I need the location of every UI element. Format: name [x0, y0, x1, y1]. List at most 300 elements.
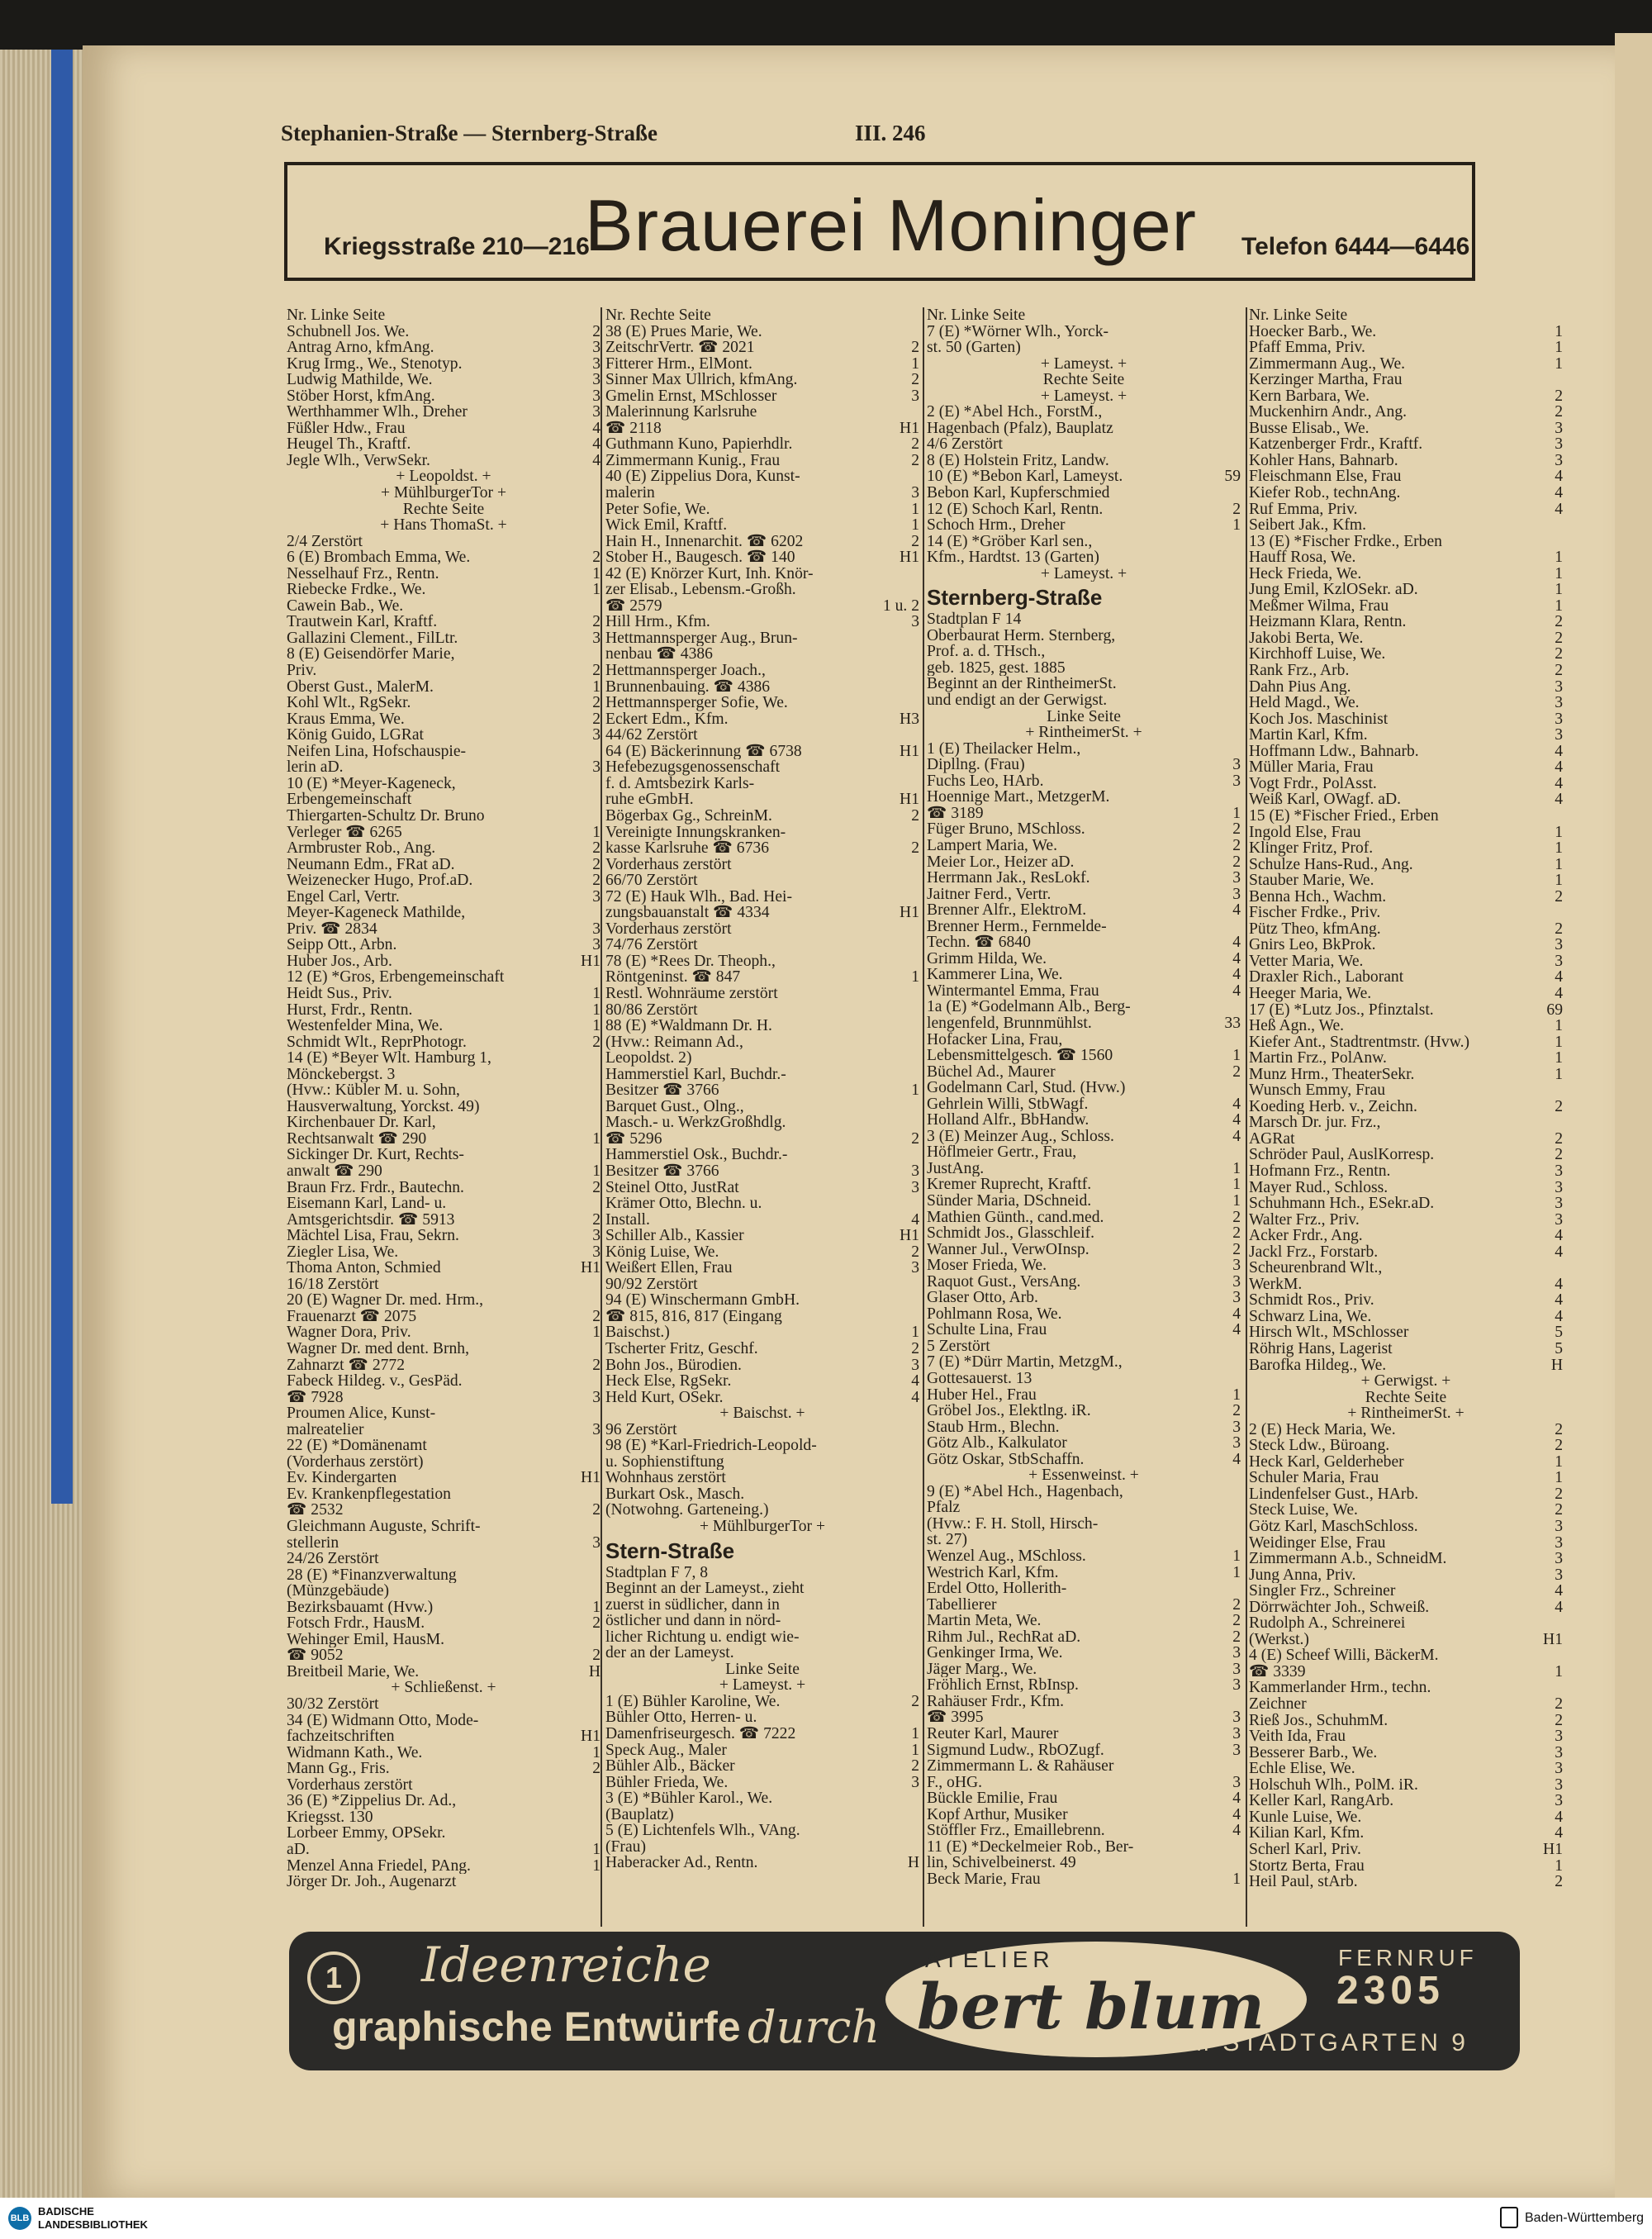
directory-entry: [927, 1742, 1241, 1759]
entry-text: Eisemann Karl, Land- u.: [287, 1196, 447, 1212]
entry-floor: 1: [1232, 1047, 1241, 1065]
entry-floor: 1: [592, 1840, 601, 1858]
entry-text: aD.: [287, 1841, 310, 1858]
directory-entry: [927, 1354, 1241, 1371]
entry-text: Nr. Linke Seite: [287, 307, 386, 324]
entry-floor: [1226, 1144, 1241, 1161]
ad-tagline: graphische Entwürfe: [332, 2004, 741, 2050]
entry-text: Jakobi Berta, We.: [1249, 630, 1364, 647]
directory-entry: [927, 628, 1241, 644]
entry-floor: [586, 1147, 601, 1163]
entry-floor: 4: [1555, 1598, 1563, 1616]
entry-floor: 4: [1555, 968, 1563, 986]
directory-entry: [287, 986, 601, 1002]
entry-floor: [1226, 436, 1241, 453]
entry-floor: [1548, 1082, 1563, 1099]
entry-floor: 2: [911, 1129, 919, 1148]
directory-entry: [927, 725, 1241, 741]
entry-text: Linke Seite: [725, 1661, 800, 1678]
entry-floor: 2: [1232, 1062, 1241, 1081]
entry-floor: 3: [592, 936, 601, 954]
directory-entry: [287, 1309, 601, 1325]
entry-floor: 1: [592, 1598, 601, 1616]
entry-text: + Lameyst. +: [1040, 387, 1127, 405]
entry-text: 78 (E) *Rees Dr. Theoph.,: [605, 953, 776, 970]
entry-text: Stauber Marie, We.: [1249, 872, 1374, 889]
entry-floor: [586, 1373, 601, 1390]
entry-floor: 2: [1232, 820, 1241, 839]
directory-entry: [287, 1615, 601, 1632]
directory-entry: [927, 887, 1241, 903]
entry-floor: H1: [581, 1469, 601, 1487]
directory-entry: [605, 1067, 919, 1083]
directory-entry: [927, 1484, 1241, 1500]
entry-text: 1 (E) Theilacker Helm.,: [927, 740, 1081, 758]
entry-text: Besitzer ☎ 3766: [605, 1162, 719, 1180]
entry-text: Wintermantel Emma, Frau: [927, 982, 1099, 1000]
directory-entry: [287, 1115, 601, 1131]
entry-text: 13 (E) *Fischer Frdke., Erben: [1249, 533, 1442, 550]
entry-text: Müller Maria, Frau: [1249, 759, 1374, 776]
entry-text: Mönckebergst. 3: [287, 1066, 396, 1083]
entry-text: Besitzer ☎ 3766: [605, 1082, 719, 1099]
entry-floor: 3: [1232, 1434, 1241, 1452]
entry-text: östlicher und dann in nörd-: [605, 1613, 781, 1629]
directory-entry: [287, 307, 601, 324]
entry-floor: [904, 663, 919, 679]
entry-text: 7 (E) *Dürr Martin, MetzgM.,: [927, 1354, 1123, 1371]
entry-text: 30/32 Zerstört: [287, 1696, 379, 1713]
entry-text: (Werkst.): [1249, 1631, 1309, 1648]
entry-floor: 3: [1555, 1518, 1563, 1536]
directory-entry: [605, 1341, 919, 1357]
directory-entry: [605, 1839, 919, 1856]
entry-floor: 2: [911, 435, 919, 454]
entry-text: Frauenarzt ☎ 2075: [287, 1308, 417, 1325]
directory-entry: [927, 1645, 1241, 1661]
entry-text: Godelmann Carl, Stud. (Hvw.): [927, 1080, 1126, 1096]
entry-text: ☎ 7928: [287, 1389, 344, 1406]
entry-floor: 4: [1555, 468, 1563, 486]
entry-text: Nr. Linke Seite: [927, 307, 1026, 324]
entry-text: Marsch Dr. jur. Frz.,: [1249, 1115, 1381, 1131]
entry-floor: 2: [1555, 1097, 1563, 1115]
entry-floor: 3: [592, 887, 601, 906]
entry-text: Staub Hrm., Blechn.: [927, 1419, 1060, 1436]
directory-entry: [927, 1709, 1241, 1726]
directory-entry: [1249, 889, 1563, 906]
directory-entry: [287, 1809, 601, 1826]
entry-text: (Notwohng. Garteneing.): [605, 1502, 769, 1519]
directory-entry: [287, 421, 601, 437]
entry-floor: 1: [1232, 1176, 1241, 1194]
directory-entry: [287, 1777, 601, 1794]
entry-floor: H1: [900, 1227, 919, 1245]
entry-floor: 3: [1555, 726, 1563, 744]
directory-entry: [605, 1823, 919, 1839]
entry-floor: 2: [592, 1614, 601, 1633]
entry-text: 40 (E) Zippelius Dora, Kunst-: [605, 468, 800, 486]
entry-floor: 1: [1232, 1563, 1241, 1581]
entry-floor: 1: [592, 1162, 601, 1180]
directory-entry: [927, 1435, 1241, 1452]
directory-entry: [605, 1276, 919, 1293]
entry-text: Wenzel Aug., MSchloss.: [927, 1548, 1086, 1565]
directory-entry: [605, 1131, 919, 1148]
directory-entry: [605, 969, 919, 986]
entry-floor: 1: [1232, 1386, 1241, 1404]
directory-entry: [927, 1225, 1241, 1242]
directory-entry: [287, 808, 601, 825]
entry-text: Schmidt Jos., Glasschleif.: [927, 1225, 1094, 1242]
directory-entry: [927, 870, 1241, 887]
street-heading: [927, 585, 1241, 610]
entry-text: Götz Karl, MaschSchloss.: [1249, 1519, 1418, 1535]
directory-entry: [1249, 1713, 1563, 1729]
entry-text: Hettmannsperger Sofie, We.: [605, 695, 788, 711]
directory-entry: [287, 1212, 601, 1229]
entry-floor: [586, 1567, 601, 1584]
entry-text: 64 (E) Bäckerinnung ☎ 6738: [605, 743, 802, 760]
directory-entry: [605, 614, 919, 630]
entry-floor: [586, 969, 601, 986]
entry-text: 7 (E) *Wörner Wlh., Yorck-: [927, 323, 1109, 340]
entry-text: Eckert Edm., Kfm.: [605, 711, 729, 728]
directory-entry: [1249, 1244, 1563, 1261]
directory-entry: [927, 1661, 1241, 1678]
directory-entry: [605, 1260, 919, 1276]
entry-text: Holland Alfr., BbHandw.: [927, 1112, 1089, 1129]
entry-floor: 4: [1232, 901, 1241, 920]
directory-entry: [605, 1486, 919, 1503]
directory-entry: [605, 307, 919, 324]
entry-text: Dahn Pius Ang.: [1249, 678, 1351, 696]
entry-floor: 2: [1555, 629, 1563, 647]
directory-entry: [287, 1874, 601, 1890]
entry-floor: 4: [592, 419, 601, 437]
directory-entry: [1249, 549, 1563, 566]
directory-entry: [1249, 1180, 1563, 1196]
entry-text: ☎ 5296: [605, 1130, 662, 1148]
directory-entry: [287, 937, 601, 953]
entry-floor: 4: [1555, 1227, 1563, 1245]
entry-text: Jäger Marg., We.: [927, 1661, 1037, 1678]
entry-floor: 2: [1232, 500, 1241, 518]
entry-floor: 3: [1555, 1195, 1563, 1213]
entry-text: Bühler Alb., Bäcker: [605, 1758, 735, 1775]
directory-entry: [605, 905, 919, 921]
entry-text: Kirchenbauer Dr. Karl,: [287, 1115, 436, 1131]
entry-text: Werthhammer Wlh., Dreher: [287, 404, 468, 421]
entry-text: Jegle Wlh., VerwSekr.: [287, 452, 430, 469]
entry-floor: [1226, 628, 1241, 644]
facing-page-edge: [1615, 33, 1652, 2198]
entry-floor: [904, 1292, 919, 1309]
entry-text: Hammerstiel Osk., Buchdr.-: [605, 1147, 788, 1163]
entry-text: Rechte Seite: [402, 501, 485, 518]
directory-entry: [927, 502, 1241, 518]
entry-text: Heß Agn., We.: [1249, 1018, 1345, 1034]
entry-floor: 4: [1232, 1450, 1241, 1468]
entry-floor: [586, 808, 601, 825]
entry-floor: [904, 324, 919, 340]
entry-floor: 1: [1232, 516, 1241, 535]
directory-entry: [605, 1002, 919, 1019]
directory-entry: [605, 502, 919, 518]
directory-entry: [1249, 340, 1563, 356]
directory-entry: [605, 808, 919, 825]
entry-floor: 4: [1232, 1305, 1241, 1323]
entry-floor: [1226, 1371, 1241, 1387]
entry-floor: [904, 1839, 919, 1856]
entry-text: 38 (E) Prues Marie, We.: [605, 323, 762, 340]
entry-text: Armbruster Rob., Ang.: [287, 840, 436, 857]
entry-floor: [1226, 676, 1241, 692]
directory-entry: [1249, 1777, 1563, 1794]
directory-entry: [1249, 1728, 1563, 1745]
blb-logo-icon: BLB: [8, 2207, 31, 2230]
entry-text: AGRat: [1249, 1130, 1295, 1148]
entry-text: 28 (E) *Finanzverwaltung: [287, 1566, 457, 1584]
entry-text: 11 (E) *Deckelmeier Rob., Ber-: [927, 1838, 1134, 1856]
entry-text: Katzenberger Frdr., Kraftf.: [1249, 436, 1423, 453]
directory-entry: [1249, 1341, 1563, 1357]
directory-entry: [605, 953, 919, 970]
entry-floor: 2: [1555, 1695, 1563, 1714]
page-number: III. 246: [855, 121, 926, 145]
entry-text: Rechtsanwalt ☎ 290: [287, 1130, 427, 1148]
directory-entry: [927, 1855, 1241, 1871]
entry-text: Gmelin Ernst, MSchlosser: [605, 387, 777, 405]
entry-text: Gehrlein Willi, StbWagf.: [927, 1096, 1089, 1113]
entry-floor: 4: [1555, 1307, 1563, 1325]
directory-entry: [605, 1082, 919, 1099]
entry-text: Höflmeier Gertr., Frau,: [927, 1144, 1077, 1161]
ad-company-name: Brauerei Moninger: [585, 184, 1197, 266]
directory-entry: [927, 1064, 1241, 1081]
entry-floor: 1: [592, 1324, 601, 1342]
directory-entry: [605, 646, 919, 663]
directory-entry: [927, 1210, 1241, 1226]
entry-floor: 3: [1555, 451, 1563, 469]
directory-entry: [287, 324, 601, 340]
entry-text: Schwarz Lina, We.: [1249, 1308, 1372, 1325]
directory-entry: [1249, 1486, 1563, 1503]
entry-floor: [1226, 534, 1241, 550]
directory-entry: [605, 1807, 919, 1823]
entry-text: Hill Hrm., Kfm.: [605, 614, 710, 630]
entry-floor: 3: [911, 1162, 919, 1180]
entry-text: Sigmund Ludw., RbOZugf.: [927, 1742, 1104, 1759]
entry-text: Martin Meta, We.: [927, 1613, 1042, 1629]
library-name: BADISCHE LANDESBIBLIOTHEK: [38, 2205, 148, 2231]
entry-text: Hoennige Mart., MetzgerM.: [927, 789, 1110, 806]
entry-text: Jung Emil, KzlOSekr. aD.: [1249, 582, 1418, 598]
entry-text: Cawein Bab., We.: [287, 597, 404, 615]
directory-entry: [605, 421, 919, 437]
directory-entry: [287, 872, 601, 889]
entry-text: Beginnt an der RintheimerSt.: [927, 676, 1117, 693]
entry-floor: [1548, 808, 1563, 825]
directory-entry: [1249, 646, 1563, 663]
entry-floor: 3: [592, 1227, 601, 1245]
entry-floor: 1: [592, 1129, 601, 1148]
directory-entry: [605, 1565, 919, 1581]
directory-entry: [927, 436, 1241, 453]
entry-text: anwalt ☎ 290: [287, 1162, 382, 1180]
entry-floor: 3: [1555, 1566, 1563, 1584]
entry-text: Priv.: [287, 663, 317, 679]
entry-floor: [1226, 1500, 1241, 1516]
entry-floor: [586, 1454, 601, 1471]
directory-entry: [927, 1775, 1241, 1791]
column-4: [1249, 307, 1563, 1927]
entry-text: Peter Sofie, We.: [605, 501, 710, 518]
entry-floor: 3: [1232, 1289, 1241, 1307]
entry-text: Linke Seite: [1047, 708, 1121, 725]
entry-text: Martin Karl, Kfm.: [1249, 727, 1368, 744]
entry-floor: 5: [1555, 1340, 1563, 1357]
entry-floor: [586, 1082, 601, 1099]
directory-entry: [605, 1018, 919, 1034]
directory-entry: [927, 421, 1241, 437]
entry-text: Techn. ☎ 6840: [927, 934, 1031, 951]
entry-floor: [586, 1825, 601, 1842]
entry-floor: [1226, 1694, 1241, 1710]
directory-entry: [287, 1050, 601, 1067]
entry-floor: 4: [1232, 949, 1241, 967]
directory-entry: [1249, 776, 1563, 792]
entry-text: Meßmer Wilma, Frau: [1249, 597, 1389, 615]
directory-entry: [605, 1196, 919, 1212]
street-heading: [605, 1538, 919, 1563]
entry-floor: [1226, 644, 1241, 660]
directory-entry: [605, 1694, 919, 1710]
directory-entry: [1249, 598, 1563, 615]
entry-text: Nesselhauf Frz., Rentn.: [287, 565, 439, 582]
directory-entry: [1249, 1228, 1563, 1244]
entry-text: Muckenhirn Andr., Ang.: [1249, 404, 1408, 421]
directory-entry: [1249, 436, 1563, 453]
directory-entry: [927, 773, 1241, 790]
entry-floor: 1: [911, 1725, 919, 1743]
entry-floor: [1226, 1354, 1241, 1371]
directory-entry: [287, 1002, 601, 1019]
entry-text: Ev. Krankenpflegestation: [287, 1486, 451, 1503]
entry-text: Kammerer Lina, We.: [927, 967, 1063, 983]
entry-floor: 4: [592, 451, 601, 469]
entry-text: Kammerlander Hrm., techn.: [1249, 1680, 1431, 1697]
entry-text: Wehinger Emil, HausM.: [287, 1631, 445, 1648]
entry-text: Beginnt an der Lameyst., zieht: [605, 1581, 805, 1597]
entry-floor: 3: [1232, 869, 1241, 887]
entry-floor: [904, 1422, 919, 1438]
entry-floor: 3: [1555, 1162, 1563, 1180]
directory-entry: [605, 1726, 919, 1742]
entry-floor: [904, 1807, 919, 1823]
baden-wuerttemberg-crest-icon: [1500, 2207, 1518, 2228]
entry-text: Vorderhaus zerstört: [287, 1776, 413, 1794]
entry-text: Ludwig Mathilde, We.: [287, 372, 433, 388]
entry-floor: 2: [592, 694, 601, 712]
directory-entry: [605, 663, 919, 679]
entry-floor: 2: [1555, 1129, 1563, 1148]
directory-entry: [605, 1050, 919, 1067]
directory-entry: [287, 1180, 601, 1196]
entry-floor: 4: [1232, 1111, 1241, 1129]
entry-text: Gottesauerst. 13: [927, 1371, 1032, 1387]
directory-entry: [927, 1758, 1241, 1775]
directory-entry: [927, 1032, 1241, 1048]
entry-floor: H: [1550, 1356, 1563, 1374]
directory-entry: [287, 502, 601, 518]
directory-entry: [605, 1519, 919, 1535]
entry-floor: 3: [1555, 1743, 1563, 1761]
directory-entry: [605, 840, 919, 857]
entry-floor: 4: [1555, 1243, 1563, 1261]
entry-text: Barquet Gust., Olng.,: [605, 1098, 744, 1115]
entry-text: Wagner Dora, Priv.: [287, 1324, 411, 1341]
directory-entry: [1249, 1600, 1563, 1616]
directory-entry: [605, 1115, 919, 1131]
directory-entry: [1249, 453, 1563, 469]
entry-text: Ruf Emma, Priv.: [1249, 501, 1358, 518]
directory-entry: [605, 436, 919, 453]
directory-entry: [1249, 404, 1563, 421]
entry-floor: 3: [1232, 1725, 1241, 1743]
entry-text: Zimmermann Aug., We.: [1249, 355, 1406, 373]
entry-text: Röhrig Hans, Lagerist: [1249, 1341, 1393, 1357]
entry-text: Held Magd., We.: [1249, 695, 1360, 711]
entry-text: Schulte Lina, Frau: [927, 1322, 1047, 1338]
directory-entry: [927, 1532, 1241, 1548]
ad-atelier-label: ATELIER: [925, 1947, 1055, 1972]
directory-entry: [605, 1228, 919, 1244]
library-footer: [0, 2198, 1652, 2239]
entry-text: Schuler Maria, Frau: [1249, 1470, 1379, 1486]
entry-text: Beck Marie, Frau: [927, 1871, 1041, 1888]
entry-floor: 3: [592, 354, 601, 373]
directory-entry: [927, 388, 1241, 405]
directory-entry: [605, 1163, 919, 1180]
directory-entry: [927, 517, 1241, 534]
entry-floor: 2: [1232, 836, 1241, 854]
directory-entry: [927, 838, 1241, 854]
directory-entry: [287, 1260, 601, 1276]
directory-entry: [927, 1500, 1241, 1516]
directory-entry: [927, 1403, 1241, 1419]
entry-text: ☎ 815, 816, 817 (Eingang: [605, 1308, 782, 1325]
entry-text: Scheurenbrand Wlt.,: [1249, 1260, 1383, 1276]
entry-text: Brenner Alfr., ElektroM.: [927, 902, 1087, 919]
entry-text: Bückle Emilie, Frau: [927, 1790, 1058, 1807]
directory-entry: [605, 1422, 919, 1438]
entry-text: Vereinigte Innungskranken-: [605, 824, 786, 841]
entry-floor: 3: [592, 1533, 601, 1552]
entry-text: lengenfeld, Brunnmühlst.: [927, 1015, 1092, 1032]
entry-text: Heidt Sus., Priv.: [287, 985, 392, 1002]
entry-floor: 3: [1555, 1776, 1563, 1794]
directory-entry: [1249, 1034, 1563, 1051]
entry-floor: 4: [1232, 982, 1241, 1000]
entry-text: Vetter Maria, We.: [1249, 953, 1364, 970]
directory-entry: [605, 549, 919, 566]
entry-text: (Hvw.: F. H. Stoll, Hirsch-: [927, 1515, 1099, 1533]
directory-entry: [1249, 921, 1563, 938]
entry-floor: 1: [1232, 804, 1241, 822]
entry-text: Kiefer Ant., Stadtrentmstr. (Hvw.): [1249, 1034, 1470, 1051]
entry-text: Walter Frz., Priv.: [1249, 1211, 1360, 1229]
